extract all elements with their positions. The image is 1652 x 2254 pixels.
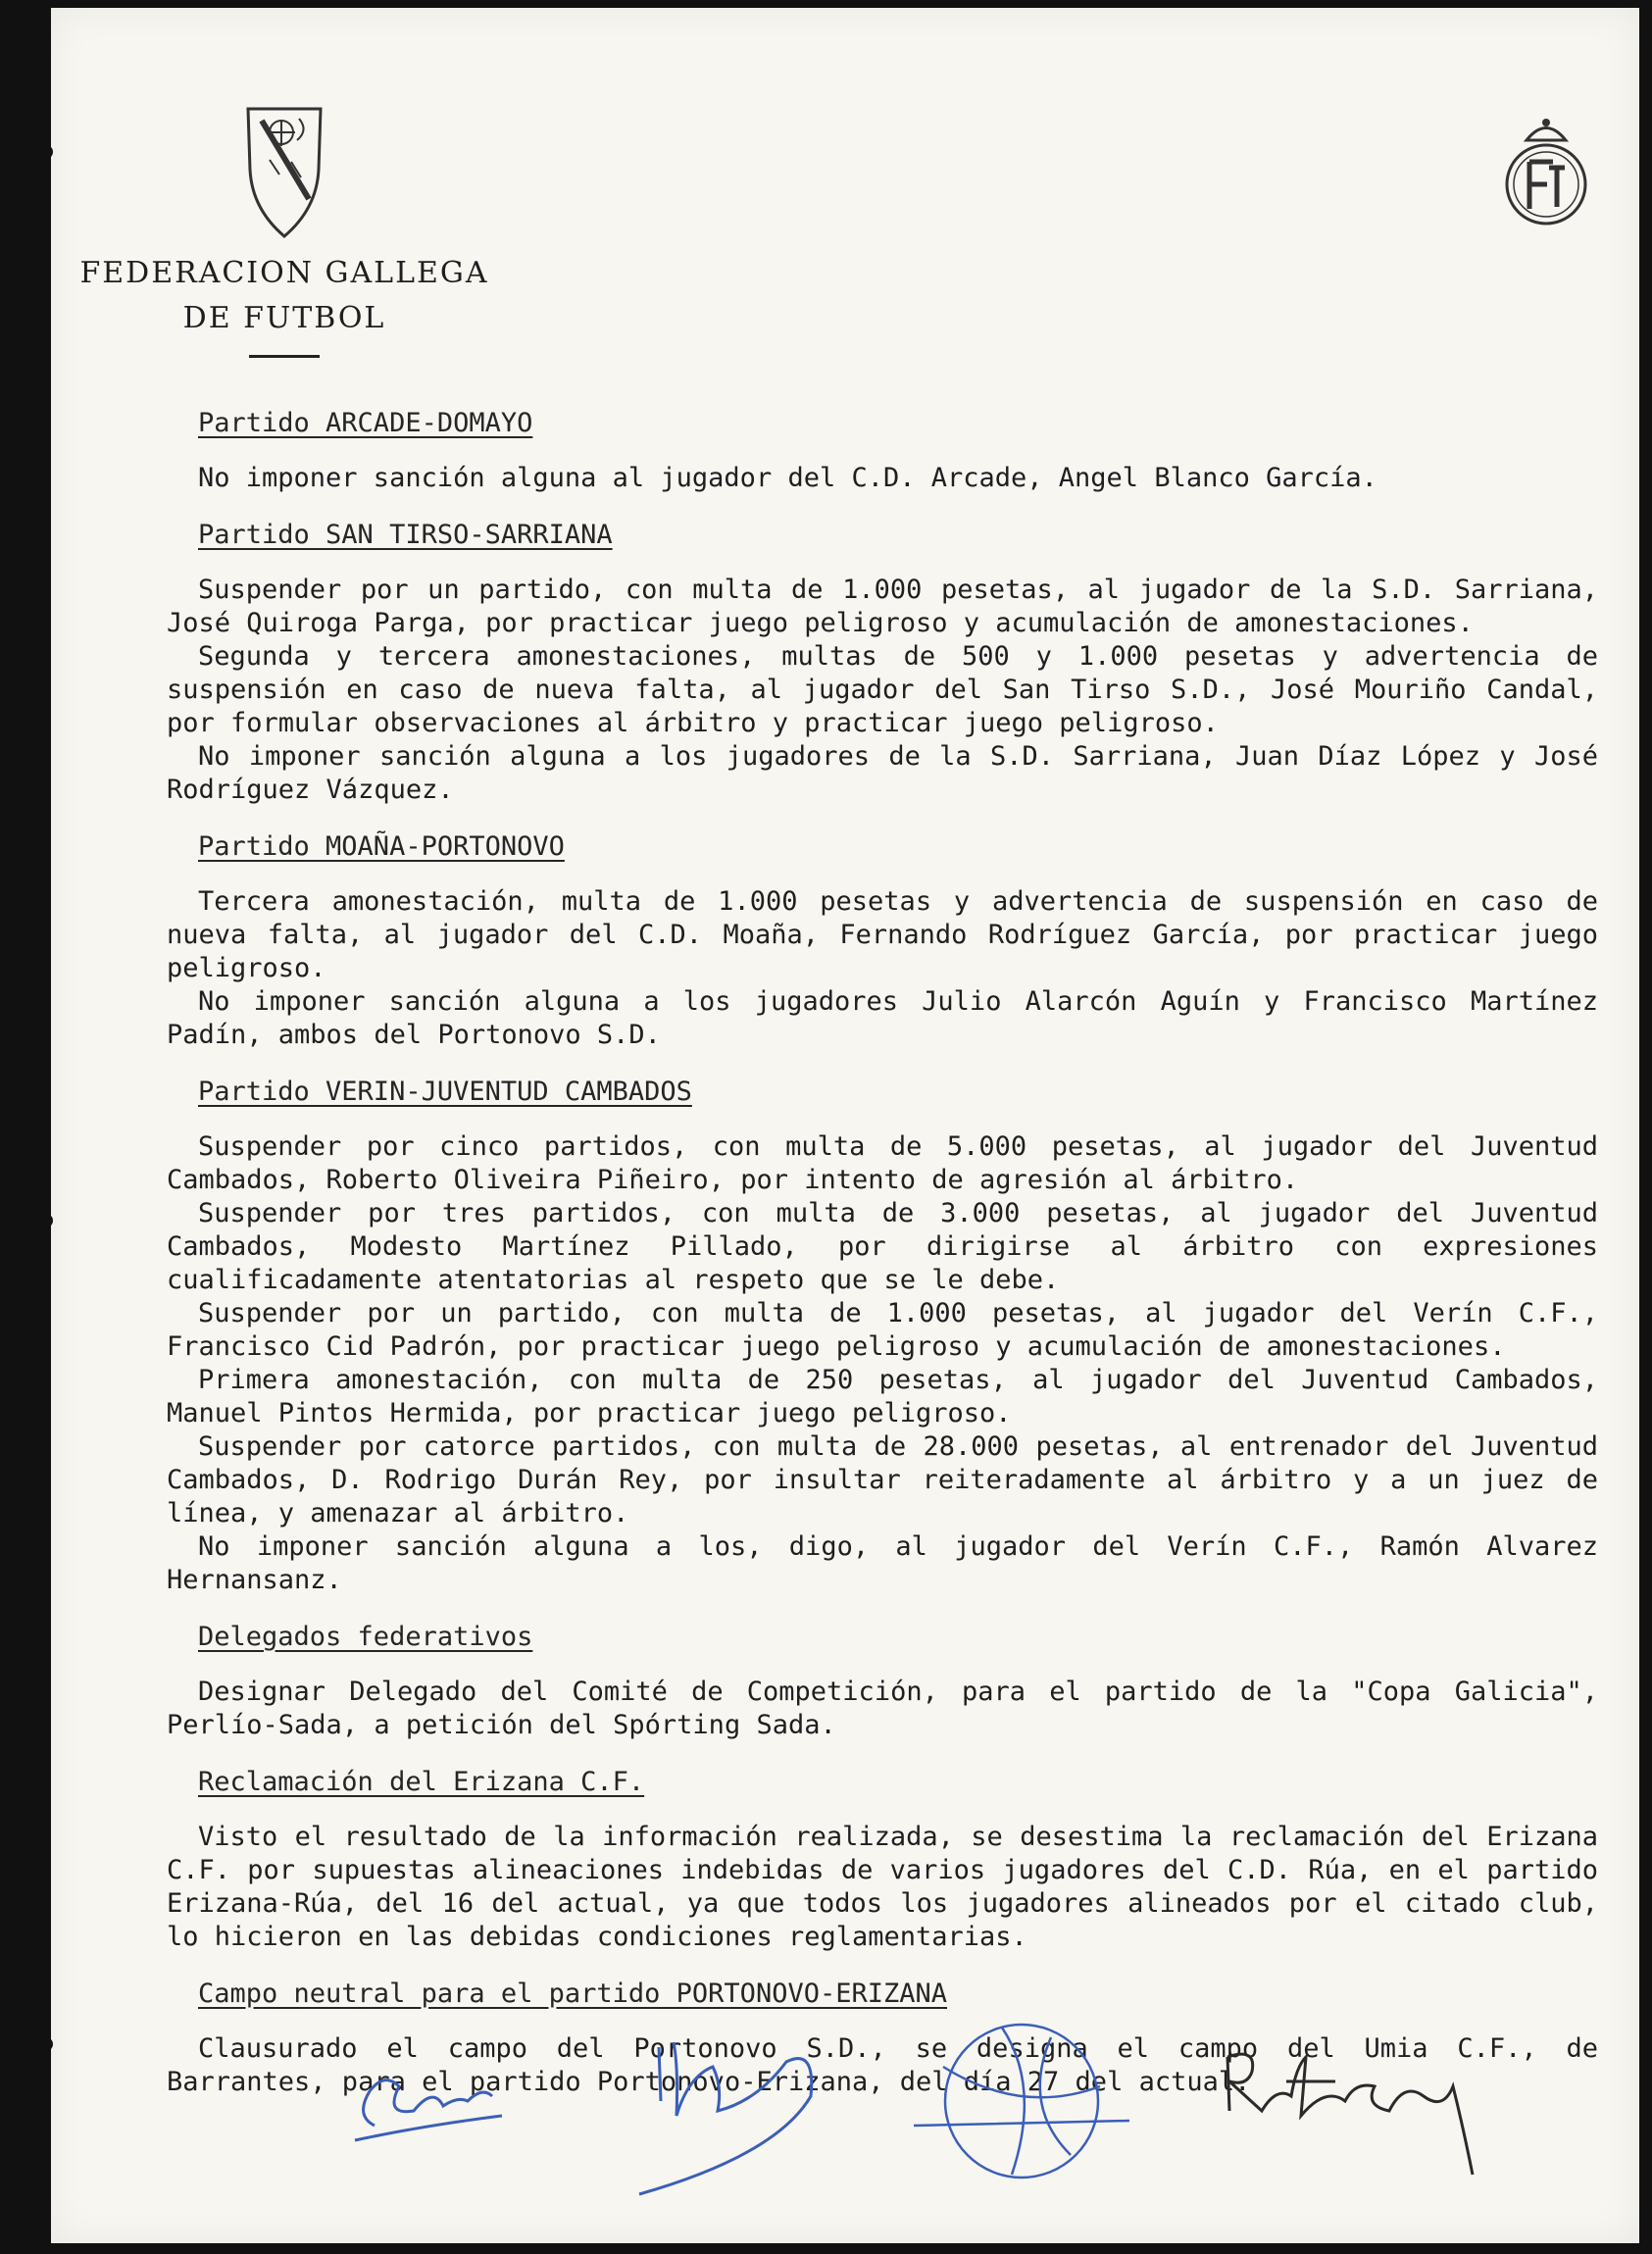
federation-shield-logo	[240, 101, 328, 243]
signature-1	[345, 2047, 522, 2155]
punch-hole	[27, 145, 53, 159]
punch-hole	[27, 2037, 53, 2051]
section-delegados-federativos	[167, 1621, 1598, 1742]
section-title: Partido MOAÑA-PORTONOVO	[198, 831, 565, 862]
document-page	[51, 8, 1639, 2243]
section-title: Campo neutral para el partido PORTONOVO-ERIZANA	[198, 1979, 948, 2009]
signatures-area	[345, 2008, 1620, 2233]
resolution-paragraph: Primera amonestación, con multa de 250 pesetas, al jugador del Juventud Cambados, Manuel Pintos Hermida, por practicar juego peligroso.	[167, 1365, 1598, 1428]
resolution-paragraph: Suspender por cinco partidos, con multa de 5.000 pesetas, al jugador del Juventud Cambados, Roberto Oliveira Piñeiro, por intento de agresión al árbitro.	[167, 1131, 1598, 1195]
resolution-paragraph: Suspender por un partido, con multa de 1.000 pesetas, al jugador de la S.D. Sarriana, José Quiroga Parga, por practicar juego peligroso y acumulación de amonestaciones.	[167, 575, 1598, 638]
section-title: Partido SAN TIRSO-SARRIANA	[198, 520, 613, 550]
letterhead	[78, 101, 490, 358]
resolution-paragraph: Segunda y tercera amonestaciones, multas de 500 y 1.000 pesetas y advertencia de suspensión en caso de nueva falta, al jugador del San Tirso S.D., José Mouriño Candal, por formular observaciones al árbitro y practicar juego peligroso.	[167, 641, 1598, 738]
punch-hole	[27, 1214, 53, 1227]
resolution-paragraph: Suspender por tres partidos, con multa de 3.000 pesetas, al jugador del Juventud Cambados, Modesto Martínez Pillado, por dirigirse al árbitro con expresiones cualificadamente atentatorias al respeto que se le debe.	[167, 1198, 1598, 1295]
resolution-paragraph: Designar Delegado del Comité de Competición, para el partido de la "Copa Galicia", Perlío-Sada, a petición del Spórting Sada.	[167, 1677, 1598, 1740]
resolution-paragraph: Clausurado el campo del Portonovo S.D., se designa el campo del Umia C.F., de Barrantes, para el partido Portonovo-Erizana, del día 27 del actual.	[167, 2033, 1598, 2097]
section-title: Partido VERIN-JUVENTUD CAMBADOS	[198, 1077, 692, 1107]
section-moana-portonovo	[167, 830, 1598, 1052]
resolution-paragraph: Visto el resultado de la información realizada, se desestima la reclamación del Erizana C.F. por supuestas alineaciones indebidas de varios jugadores del C.D. Rúa, en el partido Erizana-Rúa, del 16 del actual, ya que todos los jugadores alineados por el citado club, lo hicieron en las debidas condiciones reglamentarias.	[167, 1822, 1598, 1952]
section-title: Delegados federativos	[198, 1622, 533, 1652]
federation-crest-icon	[1492, 111, 1600, 233]
resolution-paragraph: No imponer sanción alguna a los jugadores de la S.D. Sarriana, Juan Díaz López y José Rodríguez Vázquez.	[167, 741, 1598, 805]
section-verin-juventud-cambados	[167, 1076, 1598, 1597]
signature-2	[620, 2008, 845, 2204]
signature-3-circular-stamp	[904, 2008, 1139, 2184]
org-name-line2: DE FUTBOL	[182, 301, 386, 335]
resolution-paragraph: Tercera amonestación, multa de 1.000 pesetas y advertencia de suspensión en caso de nueva falta, al jugador del C.D. Moaña, Fernando Rodríguez García, por practicar juego peligroso.	[167, 886, 1598, 983]
org-name-line1: FEDERACION GALLEGA	[79, 256, 489, 290]
section-arcade-domayo	[167, 407, 1598, 495]
signature-4	[1208, 2028, 1531, 2194]
resolution-paragraph: No imponer sanción alguna a los, digo, al jugador del Verín C.F., Ramón Alvarez Hernansanz.	[167, 1531, 1598, 1595]
resolution-paragraph: Suspender por catorce partidos, con multa de 28.000 pesetas, al entrenador del Juventud Cambados, D. Rodrigo Durán Rey, por insultar reiteradamente al árbitro y a un juez de línea, y amenazar al árbitro.	[167, 1431, 1598, 1528]
section-title: Partido ARCADE-DOMAYO	[198, 408, 533, 438]
resolution-paragraph: No imponer sanción alguna a los jugadores Julio Alarcón Aguín y Francisco Martínez Padín, ambos del Portonovo S.D.	[167, 986, 1598, 1050]
resolution-paragraph: Suspender por un partido, con multa de 1.000 pesetas, al jugador del Verín C.F., Francisco Cid Padrón, por practicar juego peligroso y acumulación de amonestaciones.	[167, 1298, 1598, 1362]
letterhead-rule	[249, 355, 320, 358]
section-title: Reclamación del Erizana C.F.	[198, 1767, 645, 1797]
resolutions-body	[167, 395, 1598, 2099]
section-reclamacion-erizana	[167, 1766, 1598, 1954]
resolution-paragraph: No imponer sanción alguna al jugador del C.D. Arcade, Angel Blanco García.	[198, 463, 1377, 493]
section-san-tirso-sarriana	[167, 519, 1598, 807]
